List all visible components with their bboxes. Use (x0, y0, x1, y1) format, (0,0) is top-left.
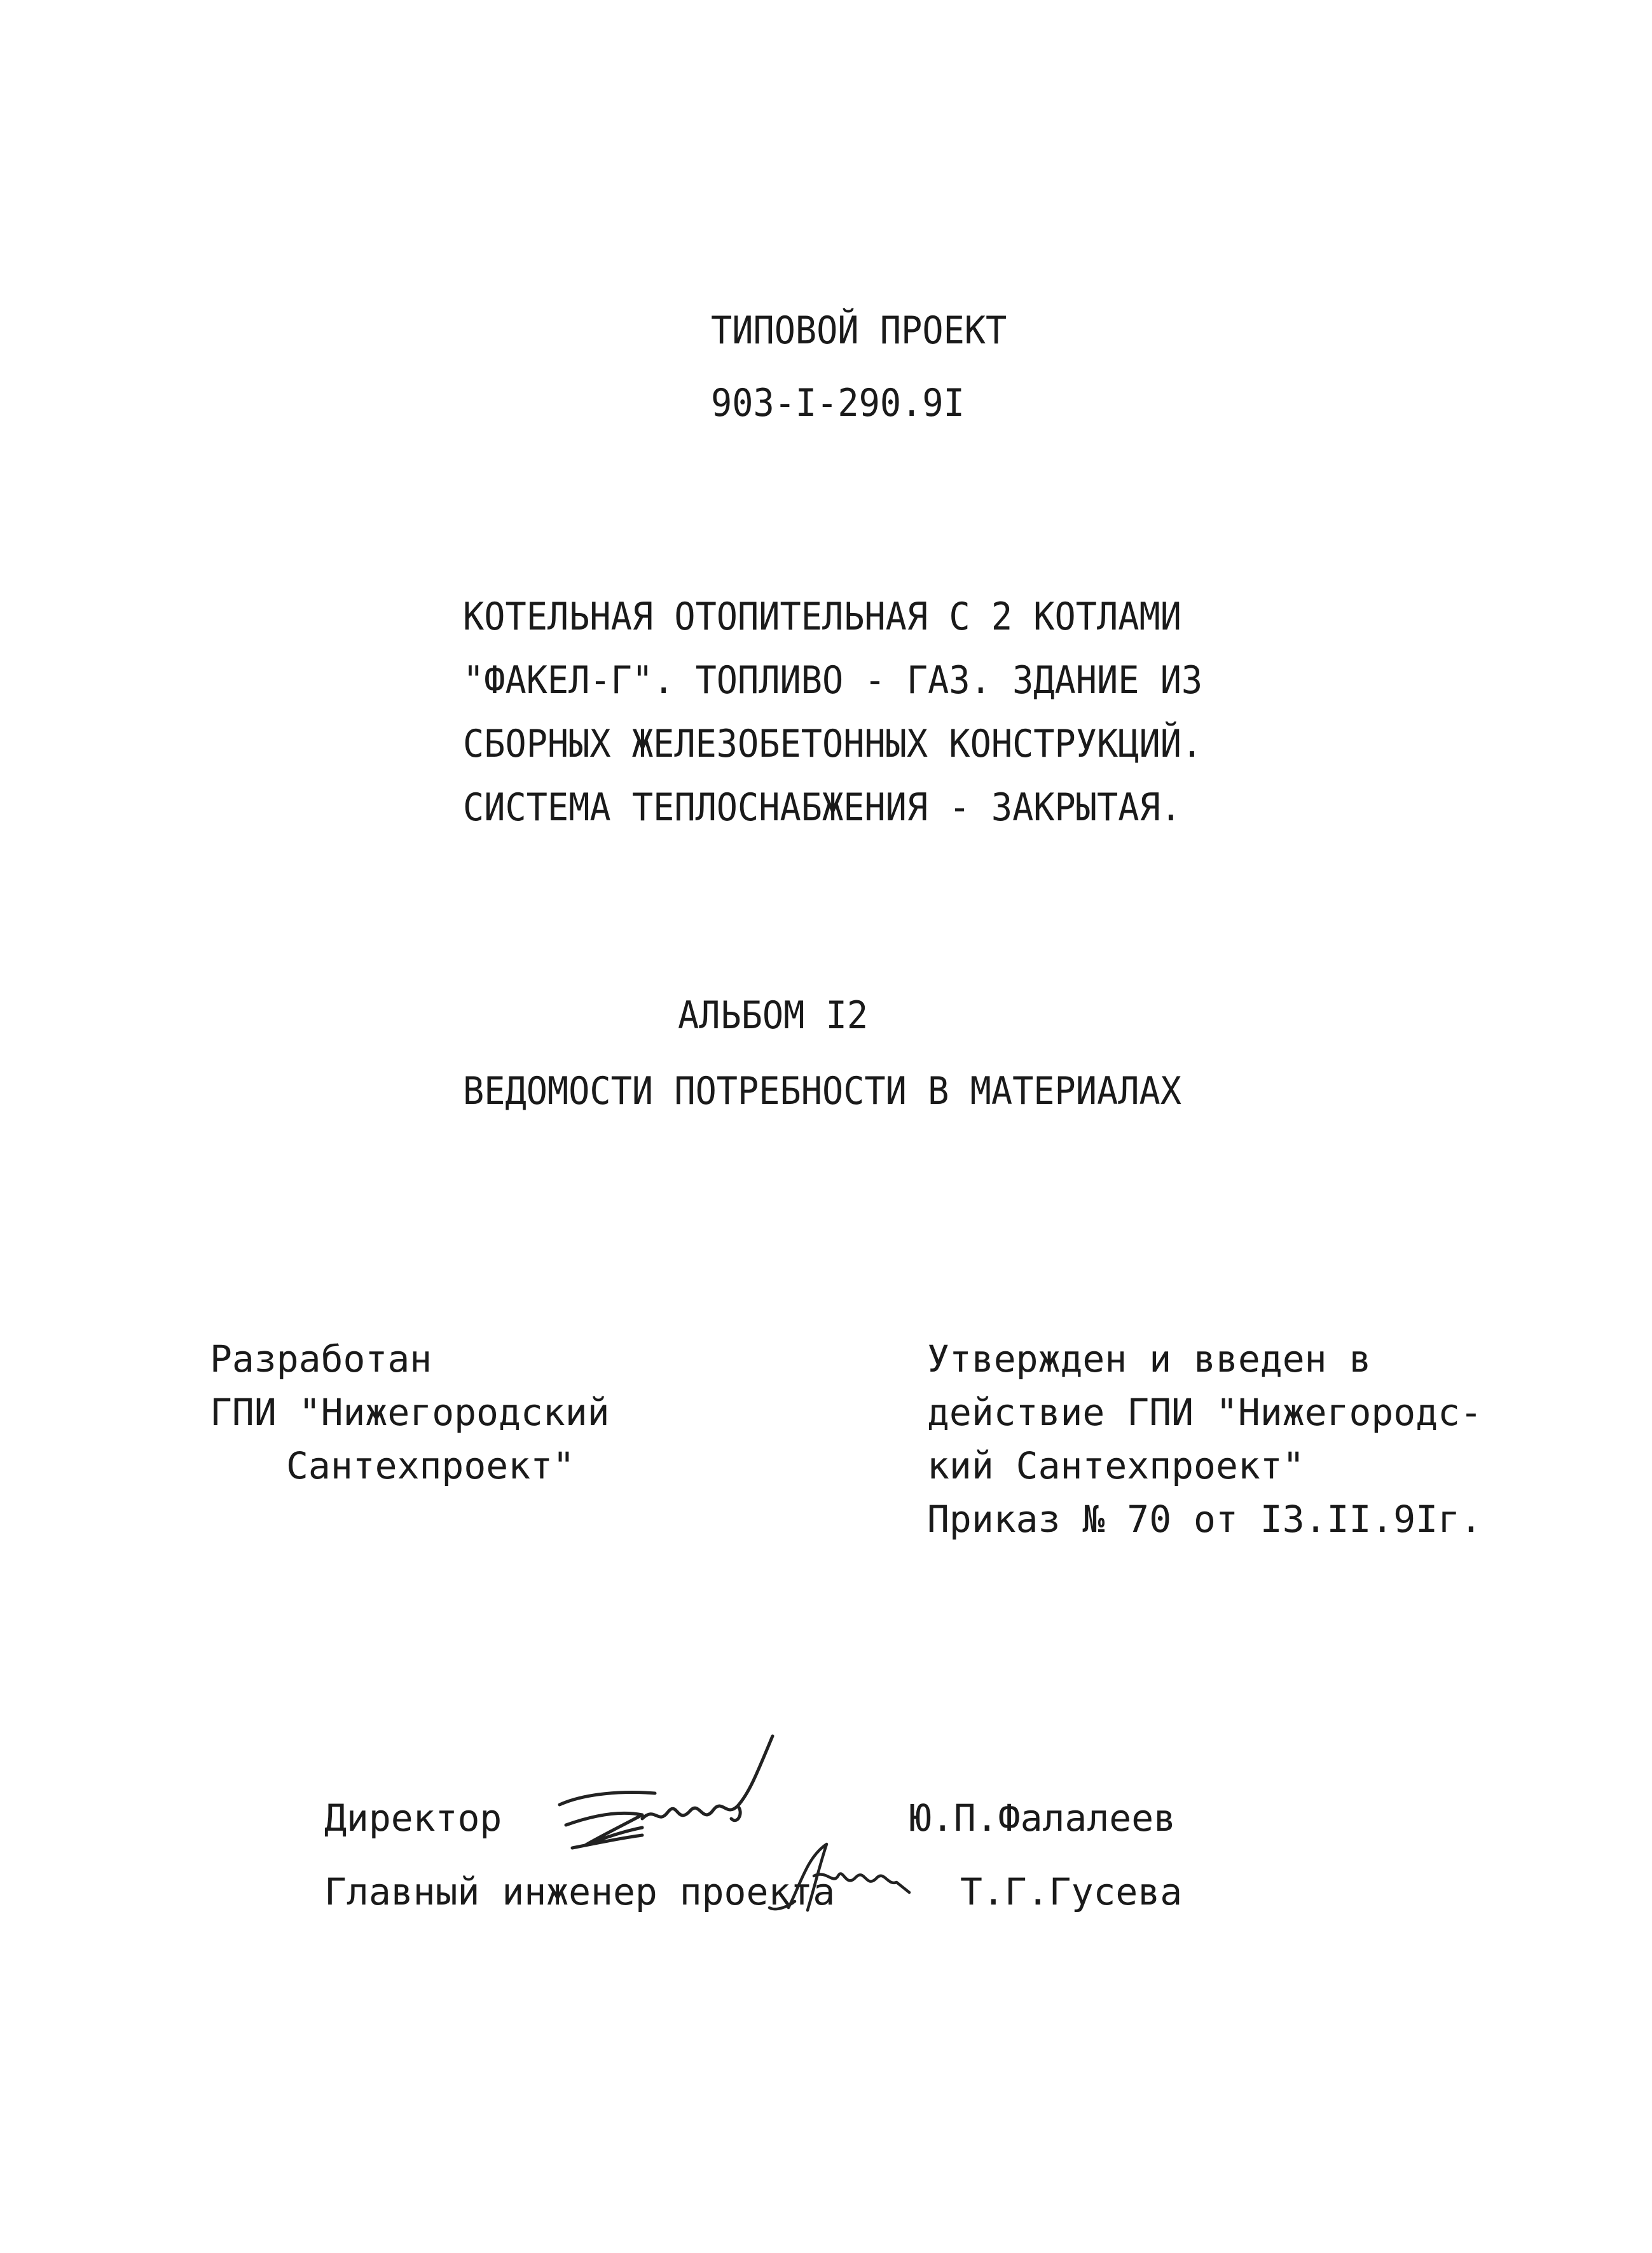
approved-line: действие ГПИ "Нижегородс- (927, 1391, 1482, 1434)
project-number: 903-I-290.9I (711, 381, 965, 425)
title-line: СИСТЕМА ТЕПЛОСНАБЖЕНИЯ - ЗАКРЫТАЯ. (463, 785, 1181, 830)
approved-line: кий Сантехпроект" (927, 1444, 1305, 1487)
chief-engineer-name: Т.Г.Гусева (960, 1870, 1183, 1913)
developed-line: Сантехпроект" (286, 1444, 575, 1487)
director-title: Директор (324, 1796, 502, 1840)
developed-line: ГПИ "Нижегородский (210, 1391, 610, 1434)
title-line: КОТЕЛЬНАЯ ОТОПИТЕЛЬНАЯ С 2 КОТЛАМИ (463, 595, 1181, 639)
chief-engineer-title: Главный инженер проекта (324, 1870, 836, 1913)
approved-line: Утвержден и введен в (927, 1337, 1372, 1381)
album-subtitle: ВЕДОМОСТИ ПОТРЕБНОСТИ В МАТЕРИАЛАХ (463, 1069, 1181, 1113)
title-line: "ФАКЕЛ-Г". ТОПЛИВО - ГАЗ. ЗДАНИЕ ИЗ (463, 658, 1203, 703)
director-signature (547, 1730, 795, 1863)
chief-engineer-signature (763, 1831, 928, 1927)
director-name: Ю.П.Фалалеев (909, 1796, 1176, 1840)
project-type: ТИПОВОЙ ПРОЕКТ (711, 308, 1007, 353)
title-line: СБОРНЫХ ЖЕЛЕЗОБЕТОННЫХ КОНСТРУКЦИЙ. (463, 722, 1203, 766)
album-number: АЛЬБОМ I2 (678, 993, 869, 1038)
approved-line: Приказ № 70 от I3.II.9Iг. (927, 1498, 1482, 1541)
developed-line: Разработан (210, 1337, 432, 1381)
